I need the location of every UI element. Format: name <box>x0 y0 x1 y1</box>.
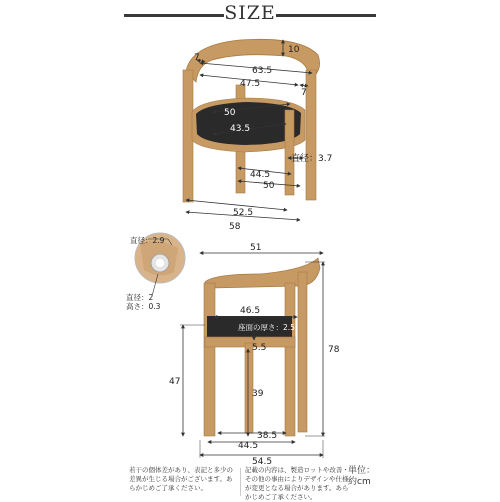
note-spec-change: 記載の内容は、製造ロットや改善・その他の事由によりデザインや仕様が変更となる場合があります。あらかじめご了承ください。 <box>245 466 349 501</box>
dim-seat-height: 47 <box>169 377 181 387</box>
dim-front-leg-inner: 52.5 <box>233 208 254 218</box>
note-individual-difference: 若干の個体差があり、表記と多少の差異が生じる場合がございます。あらかじめご了承ください。 <box>129 466 233 492</box>
dim-cushion-thickness: 座面の厚さ：2.5 <box>238 323 295 332</box>
footer-notes <box>0 466 500 500</box>
dim-total-width: 51 <box>250 243 262 253</box>
dim-total-height: 78 <box>328 345 340 355</box>
front-left-leg <box>183 70 193 202</box>
dim-foot-width: 54.5 <box>252 457 273 466</box>
dim-rear-leg-inner: 44.5 <box>250 170 271 180</box>
dim-inner-width: 47.5 <box>240 79 261 89</box>
detail-cap-diameter: 直径：2 <box>126 293 154 302</box>
dim-back-inner-width: 46.5 <box>240 306 261 316</box>
dim-frame-thickness: 5.5 <box>252 343 267 353</box>
dim-leg-span-outer: 44.5 <box>238 441 259 451</box>
dim-under-seat-height: 39 <box>252 389 264 399</box>
dim-leg-span-inner: 38.5 <box>257 431 278 441</box>
dim-rear-leg-outer: 50 <box>263 181 275 191</box>
dim-seat-depth: 50 <box>224 108 236 118</box>
rear-leg-right <box>285 110 294 195</box>
dim-base-width: 58 <box>229 222 241 232</box>
page-title: SIZE <box>224 2 276 24</box>
unit-label: 単位： <box>348 466 376 476</box>
unit-value: 約cm <box>348 477 371 487</box>
detail-cap-height: 高さ：0.3 <box>126 302 161 311</box>
dim-arm-left-offset: 7 <box>194 53 200 63</box>
dim-leg-diameter: 直径：3.7 <box>291 154 333 164</box>
dim-outer-width: 63.5 <box>252 66 273 76</box>
unit-box <box>348 466 375 488</box>
dim-arm-thickness: 10 <box>288 45 300 55</box>
front-right-leg <box>306 70 316 200</box>
dim-arm-right-offset: 7 <box>301 88 307 98</box>
detail-diameter: 直径：2.9 <box>130 236 165 245</box>
dim-seat-width: 43.5 <box>230 124 251 134</box>
notes-divider <box>240 468 241 496</box>
